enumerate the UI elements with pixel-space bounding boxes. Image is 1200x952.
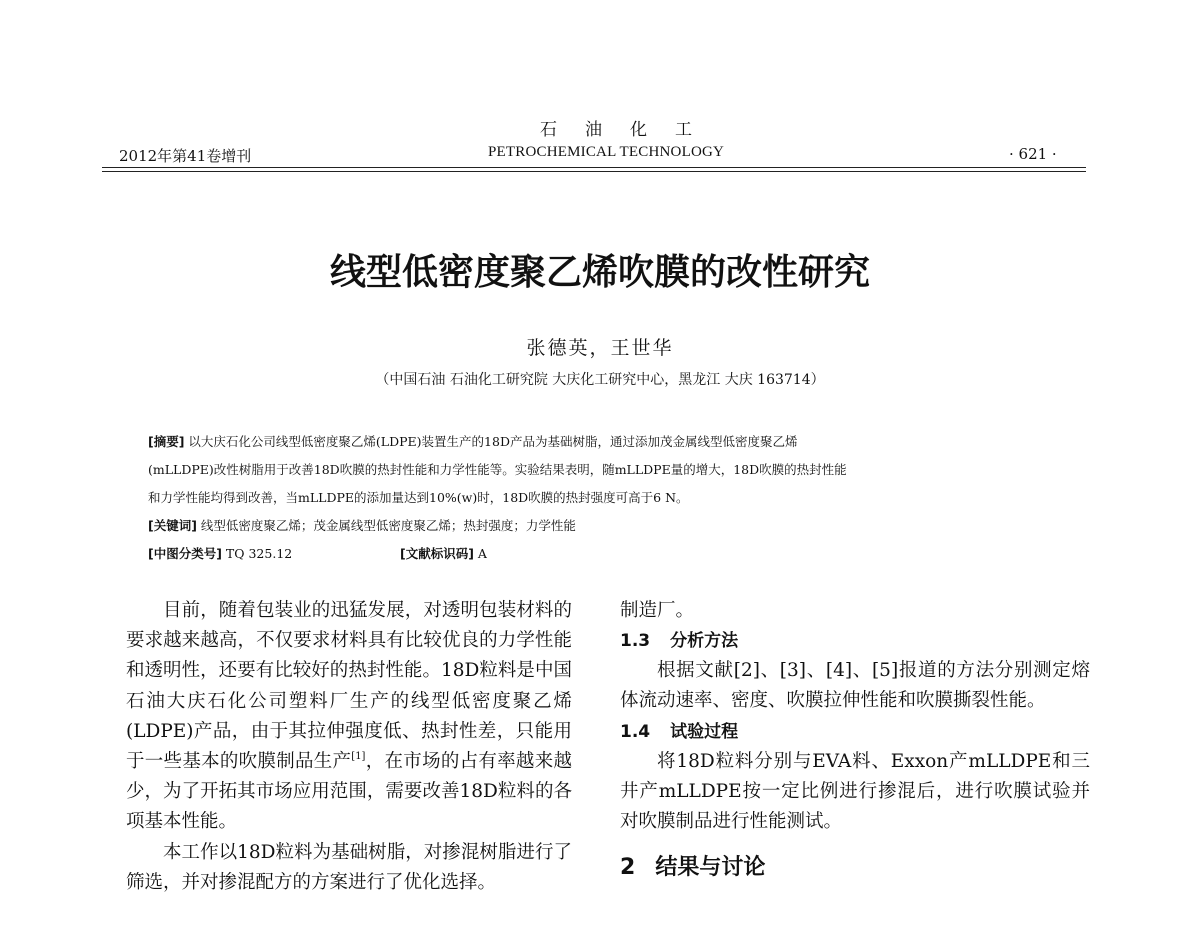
- keywords-text: 线型低密度聚乙烯；茂金属线型低密度聚乙烯；热封强度；力学性能: [200, 518, 576, 533]
- abstract-text: 以大庆石化公司线型低密度聚乙烯(LDPE)装置生产的18D产品为基础树脂，通过添加茂金属线型低密度聚乙烯: [188, 434, 798, 449]
- body-paragraph: 将18D粒料分别与EVA料、Exxon产mLLDPE和三井产mLLDPE按一定比例进行掺混后，进行吹膜试验并对吹膜制品进行性能测试。: [620, 750, 1090, 833]
- body-column-right: [620, 596, 1090, 885]
- abstract-line: [148, 488, 689, 506]
- section-number: 1.4: [620, 721, 651, 742]
- citation-ref: [1]: [351, 751, 366, 763]
- body-paragraph: 根据文献[2]、[3]、[4]、[5]报道的方法分别测定熔体流动速率、密度、吹膜拉伸性能和吹膜撕裂性能。: [620, 660, 1090, 712]
- article-title: 线型低密度聚乙烯吹膜的改性研究: [329, 252, 870, 293]
- abstract-line: [148, 460, 847, 478]
- section-heading-2: [620, 851, 1090, 885]
- section-title: 试验过程: [670, 721, 739, 742]
- paragraph-text: ，在市场的占有率越来越少，为了开拓其市场应用范围，需要改善18D粒料的各项基本性能。: [126, 751, 572, 833]
- clc-line: [148, 544, 292, 562]
- header-rule: [102, 167, 1086, 168]
- keywords-line: [148, 516, 576, 534]
- section-heading-1-3: [620, 626, 1090, 656]
- section-title: 分析方法: [670, 631, 739, 652]
- page-number: · 621 ·: [1009, 145, 1057, 163]
- abstract-text: 和力学性能均得到改善，当mLLDPE的添加量达到10%(w)时，18D吹膜的热封强度可高于6 N。: [148, 490, 689, 505]
- header-rule-double: [102, 171, 1086, 172]
- clc-label: [中图分类号]: [148, 546, 222, 561]
- section-number: 1.3: [620, 631, 651, 652]
- journal-title-en: PETROCHEMICAL TECHNOLOGY: [488, 144, 725, 160]
- section-title: 结果与讨论: [655, 855, 766, 881]
- keywords-label: [关键词]: [148, 518, 197, 533]
- affiliation: （中国石油 石油化工研究院 大庆化工研究中心，黑龙江 大庆 163714）: [375, 372, 825, 388]
- section-heading-1-4: [620, 717, 1090, 747]
- author-list: 张德英，王世华: [526, 337, 674, 359]
- clc-code: TQ 325.12: [225, 546, 293, 561]
- body-column-left: [126, 596, 572, 898]
- document-code: A: [477, 546, 487, 561]
- section-number: 2: [620, 855, 636, 881]
- abstract-text: (mLLDPE)改性树脂用于改善18D吹膜的热封性能和力学性能等。实验结果表明，随mLLDPE量的增大，18D吹膜的热封性能: [148, 462, 847, 477]
- paragraph-text: 目前，随着包装业的迅猛发展，对透明包装材料的要求越来越高，不仅要求材料具有比较优良的力学性能和透明性，还要有比较好的热封性能。18D粒料是中国石油大庆石化公司塑料厂生产的线型低密度聚乙烯(LDPE)产品，由于其拉伸强度低、热封性差，只能用于一些基本的吹膜制品生产: [126, 600, 572, 773]
- body-paragraph: 本工作以18D粒料为基础树脂，对掺混树脂进行了筛选，并对掺混配方的方案进行了优化选择。: [126, 841, 572, 893]
- issue-label: 2012年第41卷增刊: [119, 147, 252, 165]
- body-paragraph: [126, 596, 572, 838]
- document-code-label: [文献标识码]: [400, 546, 474, 561]
- abstract-line: [148, 432, 797, 450]
- body-paragraph: 制造厂。: [620, 600, 695, 621]
- journal-title-cn: 石油化工: [540, 120, 720, 140]
- abstract-label: [摘要]: [148, 434, 185, 449]
- document-code-line: [400, 544, 487, 562]
